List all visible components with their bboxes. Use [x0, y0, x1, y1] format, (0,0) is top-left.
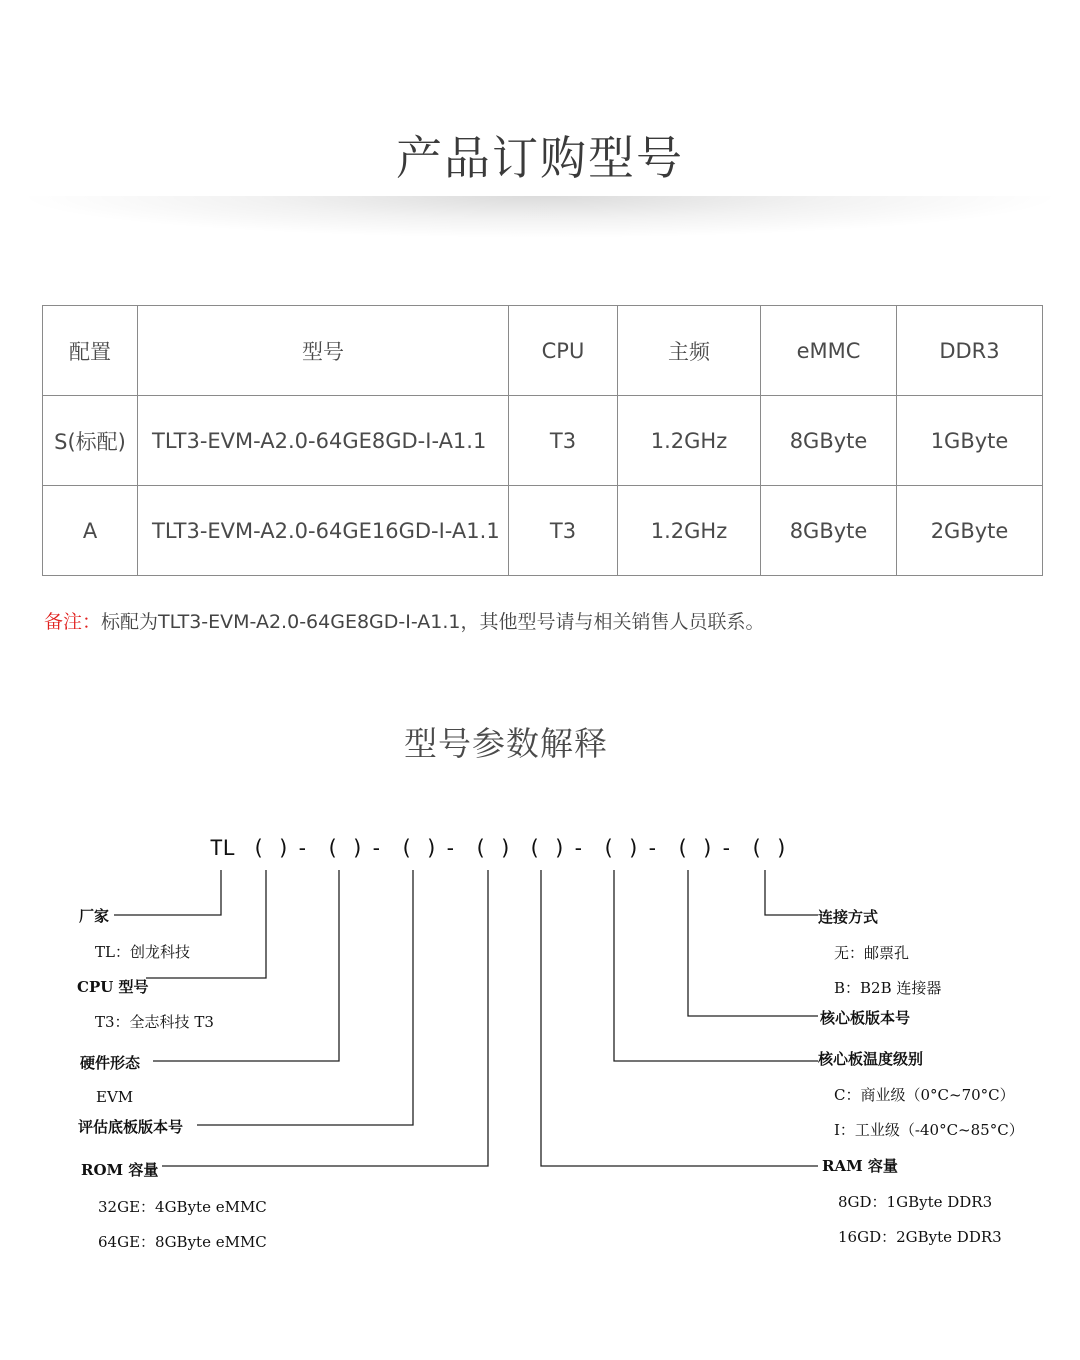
code-slot: ( ): [474, 836, 512, 860]
table-cell: T3: [509, 486, 618, 576]
table-cell: TLT3-EVM-A2.0-64GE8GD-I-A1.1: [138, 396, 509, 486]
code-dash: -: [370, 836, 383, 860]
table-cell: 1.2GHz: [618, 396, 761, 486]
code-slot: ( ): [528, 836, 566, 860]
connection-label: 连接方式: [818, 908, 879, 926]
page-title: 产品订购型号: [396, 131, 684, 185]
table-cell: A: [43, 486, 138, 576]
rom-detail: 64GE：8GByte eMMC: [98, 1233, 267, 1251]
code-slot: ( ): [750, 836, 788, 860]
table-cell: S(标配): [43, 396, 138, 486]
header-cell: 型号: [138, 306, 509, 396]
header-cell: CPU: [509, 306, 618, 396]
board-version-label: 评估底板版本号: [78, 1118, 184, 1136]
note-label: 备注：: [44, 611, 102, 633]
table-cell: 1GByte: [897, 396, 1043, 486]
vendor-detail: TL：创龙科技: [95, 943, 190, 961]
code-slot: ( ): [602, 836, 640, 860]
connection-detail: B：B2B 连接器: [834, 979, 942, 997]
table-cell: 1.2GHz: [618, 486, 761, 576]
table-cell: 8GByte: [761, 486, 897, 576]
table-cell: 2GByte: [897, 486, 1043, 576]
cpu-model-label: CPU 型号: [77, 978, 149, 996]
header-cell: 主频: [618, 306, 761, 396]
line-connection: [765, 870, 818, 915]
ram-label: RAM 容量: [822, 1157, 898, 1175]
rom-detail: 32GE：4GByte eMMC: [98, 1198, 267, 1216]
temp-label: 核心板温度级别: [818, 1050, 924, 1068]
form-detail: EVM: [96, 1088, 134, 1106]
line-core-version: [688, 870, 818, 1016]
connection-detail: 无：邮票孔: [834, 944, 910, 962]
table-cell: 8GByte: [761, 396, 897, 486]
line-vendor: [114, 870, 221, 915]
table-cell: TLT3-EVM-A2.0-64GE16GD-I-A1.1: [138, 486, 509, 576]
ram-detail: 8GD：1GByte DDR3: [838, 1193, 993, 1211]
line-temp: [614, 870, 818, 1061]
code-slot: ( ): [252, 836, 290, 860]
code-dash: -: [646, 836, 659, 860]
header-cell: 配置: [43, 306, 138, 396]
core-version-label: 核心板版本号: [820, 1009, 911, 1027]
form-label: 硬件形态: [80, 1054, 141, 1072]
ram-detail: 16GD：2GByte DDR3: [838, 1228, 1002, 1246]
table-cell: T3: [509, 396, 618, 486]
cpu-model-detail: T3：全志科技 T3: [95, 1013, 214, 1031]
line-form: [153, 870, 339, 1061]
header-cell: eMMC: [761, 306, 897, 396]
code-dash: -: [720, 836, 733, 860]
line-board-version: [197, 870, 413, 1125]
section-title: 型号参数解释: [404, 724, 608, 763]
vendor-label: 厂家: [79, 907, 110, 925]
code-dash: -: [572, 836, 585, 860]
code-slot: ( ): [676, 836, 714, 860]
code-slot: ( ): [326, 836, 364, 860]
note-text: 标配为TLT3-EVM-A2.0-64GE8GD-I-A1.1，其他型号请与相关销售人员联系。: [101, 611, 765, 633]
code-dash: -: [296, 836, 309, 860]
code-dash: -: [444, 836, 457, 860]
temp-detail: C：商业级（0°C~70°C）: [834, 1086, 1015, 1104]
rom-label: ROM 容量: [81, 1161, 159, 1179]
temp-detail: I：工业级（-40°C~85°C）: [834, 1121, 1024, 1139]
header-cell: DDR3: [897, 306, 1043, 396]
code-prefix: TL: [210, 836, 236, 860]
code-slot: ( ): [400, 836, 438, 860]
